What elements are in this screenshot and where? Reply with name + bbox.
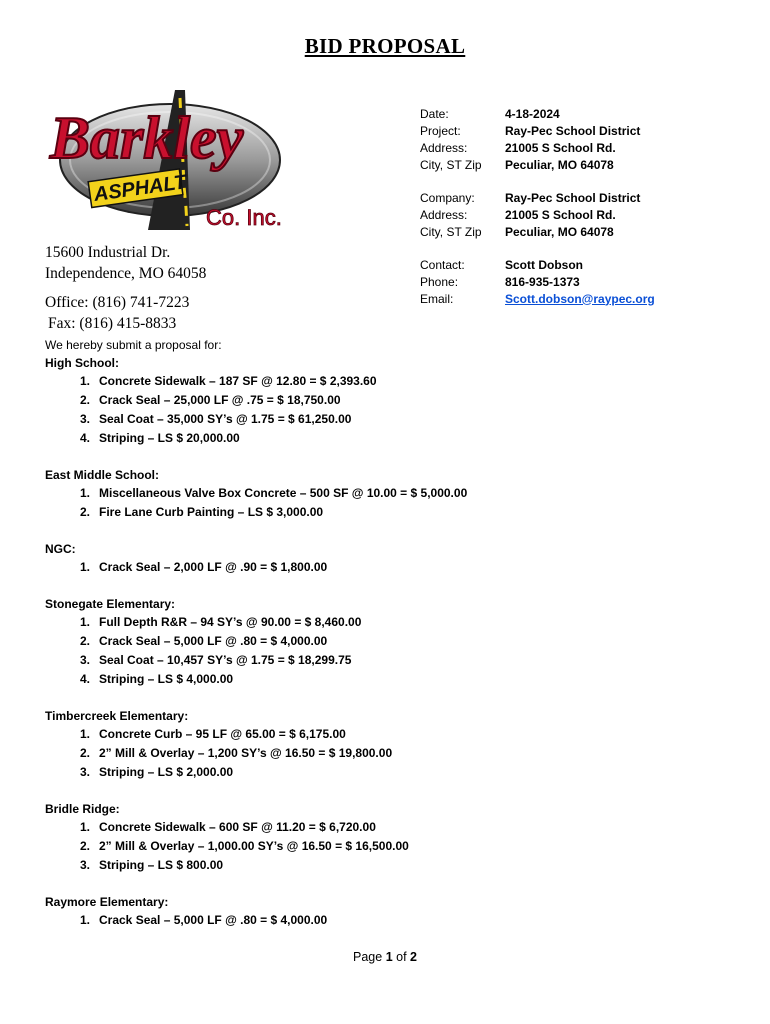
info-row-contact <box>420 256 655 273</box>
line-item <box>45 632 725 651</box>
line-item <box>45 670 725 689</box>
contact-label: Contact: <box>420 257 465 272</box>
line-item-number: 2. <box>79 393 90 407</box>
line-item <box>45 818 725 837</box>
company-city: Independence, MO 64058 <box>45 265 207 282</box>
footer-current-page: 1 <box>385 950 393 964</box>
line-item-text: Striping – LS $ 800.00 <box>99 858 224 872</box>
line-item <box>45 558 725 577</box>
footer-of: of <box>392 950 411 964</box>
address-value: 21005 S School Rd. <box>505 140 616 155</box>
email-label: Email: <box>420 291 454 306</box>
company-address-value: 21005 S School Rd. <box>505 207 616 222</box>
line-item-text: Miscellaneous Valve Box Concrete – 500 SF @ 10.00 = $ 5,000.00 <box>99 486 468 500</box>
city-label: City, ST Zip <box>420 157 482 172</box>
line-item <box>45 372 725 391</box>
project-value: Ray-Pec School District <box>505 123 641 138</box>
line-item-text: Crack Seal – 25,000 LF @ .75 = $ 18,750.00 <box>99 393 341 407</box>
line-item-number: 1. <box>79 560 90 574</box>
logo-co-text: Co. Inc. <box>206 205 282 230</box>
bid-section <box>45 707 725 782</box>
line-item-number: 1. <box>79 820 90 834</box>
line-item <box>45 503 725 522</box>
section-gap <box>45 875 725 893</box>
proposal-sections <box>45 354 725 930</box>
company-city-value: Peculiar, MO 64078 <box>505 224 614 239</box>
line-item-number: 3. <box>79 653 90 667</box>
section-gap <box>45 577 725 595</box>
line-item-number: 1. <box>79 374 90 388</box>
company-office-phone: Office: (816) 741-7223 <box>45 294 190 311</box>
line-item <box>45 410 725 429</box>
section-items <box>45 558 725 577</box>
line-item-text: Full Depth R&R – 94 SY’s @ 90.00 = $ 8,460.00 <box>99 615 362 629</box>
line-item-number: 1. <box>79 727 90 741</box>
address-label: Address: <box>420 140 468 155</box>
line-item-text: Concrete Curb – 95 LF @ 65.00 = $ 6,175.00 <box>99 727 346 741</box>
line-item-number: 1. <box>79 913 90 927</box>
email-link[interactable]: Scott.dobson@raypec.org <box>505 291 655 306</box>
proposal-body <box>45 337 725 930</box>
section-items <box>45 484 725 522</box>
line-item-number: 2. <box>79 634 90 648</box>
line-item <box>45 856 725 875</box>
project-label: Project: <box>420 123 461 138</box>
line-item-number: 4. <box>79 672 90 686</box>
bid-section <box>45 595 725 689</box>
logo-brand-text: Barkley <box>50 105 244 171</box>
section-title: East Middle School: <box>45 468 160 482</box>
line-item-text: Striping – LS $ 20,000.00 <box>99 431 240 445</box>
line-item-text: Crack Seal – 5,000 LF @ .80 = $ 4,000.00 <box>99 634 328 648</box>
line-item <box>45 484 725 503</box>
phone-value: 816-935-1373 <box>505 274 580 289</box>
date-value: 4-18-2024 <box>505 106 560 121</box>
section-items <box>45 613 725 689</box>
line-item-text: Seal Coat – 35,000 SY’s @ 1.75 = $ 61,250.00 <box>99 412 352 426</box>
footer-prefix: Page <box>353 950 386 964</box>
company-street: 15600 Industrial Dr. <box>45 244 171 261</box>
section-gap <box>45 782 725 800</box>
line-item <box>45 429 725 448</box>
section-title: Raymore Elementary: <box>45 895 169 909</box>
company-address <box>45 242 206 334</box>
company-fax: Fax: (816) 415-8833 <box>48 315 177 332</box>
info-row-company-city <box>420 223 655 240</box>
section-gap <box>45 689 725 707</box>
line-item <box>45 725 725 744</box>
section-gap <box>45 522 725 540</box>
line-item <box>45 651 725 670</box>
section-gap <box>45 448 725 466</box>
info-row-company-address <box>420 206 655 223</box>
line-item-number: 2. <box>79 746 90 760</box>
city-value: Peculiar, MO 64078 <box>505 157 614 172</box>
line-item-number: 4. <box>79 431 90 445</box>
line-item-number: 1. <box>79 486 90 500</box>
line-item-number: 3. <box>79 412 90 426</box>
line-item-text: Seal Coat – 10,457 SY’s @ 1.75 = $ 18,299.75 <box>99 653 352 667</box>
line-item <box>45 837 725 856</box>
barkley-asphalt-logo <box>40 80 290 240</box>
phone-label: Phone: <box>420 274 459 289</box>
line-item-number: 2. <box>79 505 90 519</box>
line-item-number: 1. <box>79 615 90 629</box>
bid-section <box>45 800 725 875</box>
info-row-company <box>420 189 655 206</box>
line-item-number: 3. <box>79 765 90 779</box>
line-item-number: 2. <box>79 839 90 853</box>
info-row-phone <box>420 273 655 290</box>
line-item <box>45 391 725 410</box>
info-row-date <box>420 105 655 122</box>
section-title: NGC: <box>45 542 76 556</box>
line-item-text: Concrete Sidewalk – 187 SF @ 12.80 = $ 2,393.60 <box>99 374 377 388</box>
section-items <box>45 911 725 930</box>
line-item <box>45 744 725 763</box>
line-item-text: Crack Seal – 5,000 LF @ .80 = $ 4,000.00 <box>99 913 328 927</box>
company-value: Ray-Pec School District <box>505 190 641 205</box>
section-title: Bridle Ridge: <box>45 802 120 816</box>
line-item-text: Striping – LS $ 2,000.00 <box>99 765 234 779</box>
logo-sub-text: ASPHALT <box>92 171 188 206</box>
info-row-address <box>420 139 655 156</box>
line-item <box>45 911 725 930</box>
page-footer <box>0 950 770 964</box>
company-city-label: City, ST Zip <box>420 224 482 239</box>
line-item <box>45 613 725 632</box>
line-item-text: Crack Seal – 2,000 LF @ .90 = $ 1,800.00 <box>99 560 328 574</box>
company-label: Company: <box>420 190 475 205</box>
line-item-text: Striping – LS $ 4,000.00 <box>99 672 234 686</box>
bid-section <box>45 893 725 930</box>
footer-total-pages: 2 <box>410 950 417 964</box>
section-title: Stonegate Elementary: <box>45 597 176 611</box>
bid-section <box>45 354 725 448</box>
proposal-intro: We hereby submit a proposal for: <box>45 338 222 352</box>
line-item-text: 2” Mill & Overlay – 1,000.00 SY’s @ 16.50 = $ 16,500.00 <box>99 839 409 853</box>
bid-section <box>45 466 725 522</box>
line-item-text: 2” Mill & Overlay – 1,200 SY’s @ 16.50 = $ 19,800.00 <box>99 746 393 760</box>
section-items <box>45 372 725 448</box>
company-address-label: Address: <box>420 207 468 222</box>
line-item-text: Concrete Sidewalk – 600 SF @ 11.20 = $ 6,720.00 <box>99 820 376 834</box>
page-title: BID PROPOSAL <box>304 34 466 58</box>
bid-section <box>45 540 725 577</box>
section-items <box>45 818 725 875</box>
info-row-project <box>420 122 655 139</box>
line-item <box>45 763 725 782</box>
section-title: Timbercreek Elementary: <box>45 709 189 723</box>
line-item-text: Fire Lane Curb Painting – LS $ 3,000.00 <box>99 505 324 519</box>
section-items <box>45 725 725 782</box>
date-label: Date: <box>420 106 449 121</box>
section-title: High School: <box>45 356 119 370</box>
info-row-email <box>420 290 655 307</box>
proposal-info <box>420 105 655 307</box>
line-item-number: 3. <box>79 858 90 872</box>
info-row-city <box>420 156 655 173</box>
contact-value: Scott Dobson <box>505 257 583 272</box>
